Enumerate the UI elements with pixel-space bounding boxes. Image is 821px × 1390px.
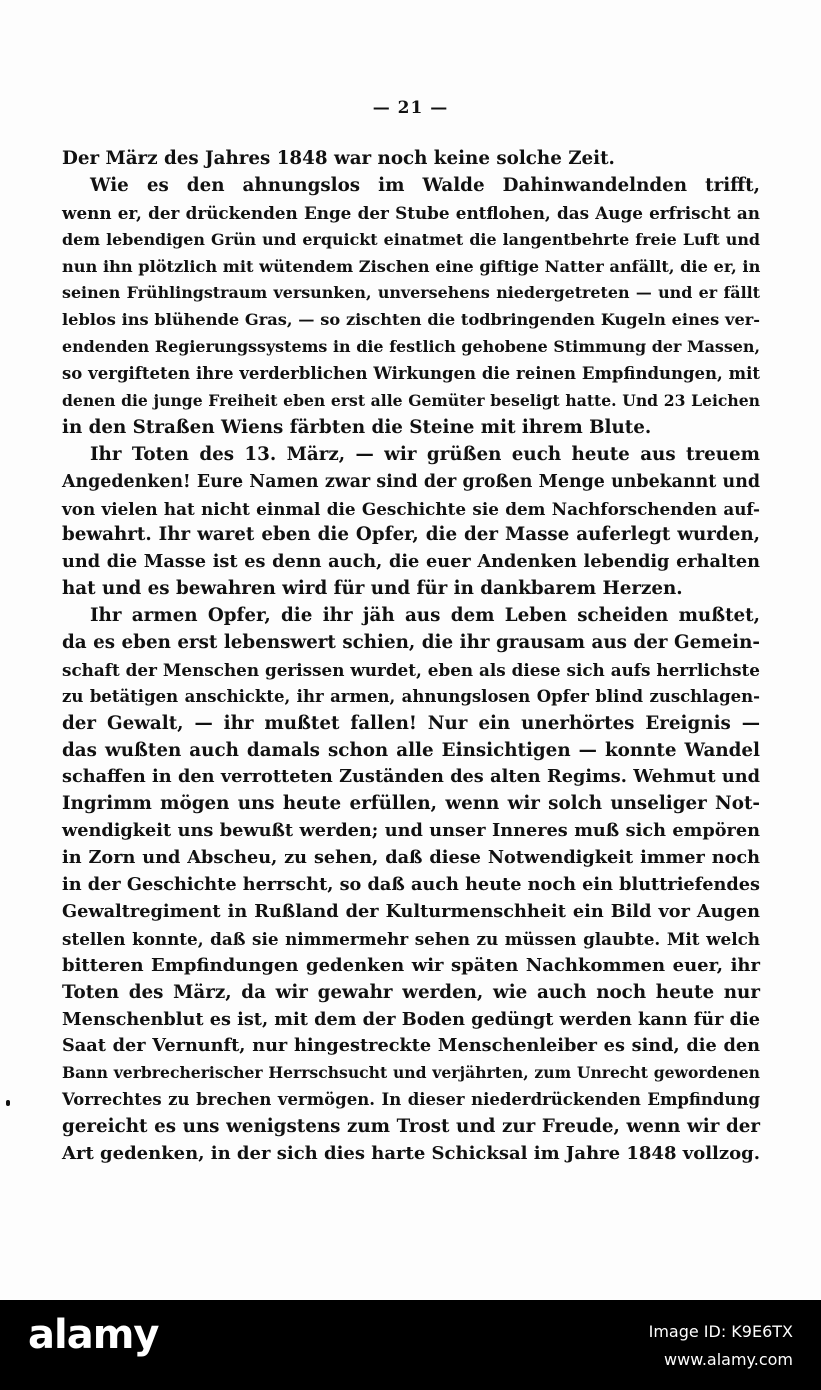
text-line: der Gewalt, — ihr mußtet fallen! Nur ein unerhörtes Ereignis — xyxy=(62,712,760,734)
text-line: Ingrimm mögen uns heute erfüllen, wenn wir solch unseliger Not- xyxy=(62,793,760,815)
text-line: Der März des Jahres 1848 war noch keine solche Zeit. xyxy=(62,148,615,169)
text-line: schaffen in den verrotteten Zuständen des alten Regims. Wehmut und xyxy=(62,766,760,788)
text-line: wenn er, der drückenden Enge der Stube entflohen, das Auge erfrischt an xyxy=(62,202,760,223)
text-line: Gewaltregiment in Rußland der Kulturmenschheit ein Bild vor Augen xyxy=(62,900,760,922)
text-line: Vorrechtes zu brechen vermögen. In dieser niederdrückenden Empfindung xyxy=(62,1090,760,1110)
text-line: wendigkeit uns bewußt werden; und unser Inneres muß sich empören xyxy=(62,820,760,842)
text-line: bewahrt. Ihr waret eben die Opfer, die der Masse auferlegt wurden, xyxy=(62,524,760,546)
text-line: gereicht es uns wenigstens zum Trost und zur Freude, wenn wir der xyxy=(62,1116,760,1138)
text-line: von vielen hat nicht einmal die Geschichte sie dem Nachforschenden auf- xyxy=(62,498,760,519)
text-line: da es eben erst lebenswert schien, die ihr grausam aus der Gemein- xyxy=(62,632,760,654)
text-line: Ihr Toten des 13. März, — wir grüßen euch heute aus treuem xyxy=(90,443,760,465)
watermark-banner xyxy=(0,1300,821,1390)
page-number: — 21 — xyxy=(372,98,449,118)
text-line: stellen konnte, daß sie nimmermehr sehen zu müssen glaubte. Mit welch xyxy=(62,928,760,949)
text-line: Angedenken! Eure Namen zwar sind der großen Menge unbekannt und xyxy=(62,471,760,492)
text-line: Wie es den ahnungslos im Walde Dahinwandelnden trifft, xyxy=(90,174,760,196)
text-line: und die Masse ist es denn auch, die euer Andenken lebendig erhalten xyxy=(62,551,760,573)
body-text xyxy=(62,146,760,1168)
site-url: www.alamy.com xyxy=(664,1350,793,1369)
text-line: Art gedenken, in der sich dies harte Schicksal im Jahre 1848 vollzog. xyxy=(62,1142,760,1164)
text-line: schaft der Menschen gerissen wurdet, eben als diese sich aufs herrlichste xyxy=(62,659,760,680)
text-line: in Zorn und Abscheu, zu sehen, daß diese Notwendigkeit immer noch xyxy=(62,847,760,869)
text-line: endenden Regierungssystems in die festlich gehobene Stimmung der Massen, xyxy=(62,337,760,357)
text-line: zu betätigen anschickte, ihr armen, ahnungslosen Opfer blind zuschlagen- xyxy=(62,686,760,706)
image-id-label: Image ID: K9E6TX xyxy=(648,1322,793,1341)
text-line: Menschenblut es ist, mit dem der Boden gedüngt werden kann für die xyxy=(62,1008,760,1030)
text-line: denen die junge Freiheit eben erst alle Gemüter beseligt hatte. Und 23 Leichen xyxy=(62,391,760,411)
text-line: Bann verbrecherischer Herrschsucht und verjährten, zum Unrecht gewordenen xyxy=(62,1063,760,1083)
text-line: leblos ins blühende Gras, — so zischten die todbringenden Kugeln eines ver- xyxy=(62,310,760,330)
text-line: bitteren Empfindungen gedenken wir späten Nachkommen euer, ihr xyxy=(62,954,760,976)
alamy-logo: alamy xyxy=(28,1312,159,1358)
text-line: in den Straßen Wiens färbten die Steine mit ihrem Blute. xyxy=(62,416,652,438)
text-line: hat und es bewahren wird für und für in dankbarem Herzen. xyxy=(62,578,683,600)
text-line: das wußten auch damals schon alle Einsichtigen — konnte Wandel xyxy=(62,739,760,761)
ink-speck xyxy=(6,1100,10,1106)
text-line: in der Geschichte herrscht, so daß auch heute noch ein bluttriefendes xyxy=(62,874,760,896)
text-line: nun ihn plötzlich mit wütendem Zischen eine giftige Natter anfällt, die er, in xyxy=(62,256,761,276)
text-line: so vergifteten ihre verderblichen Wirkungen die reinen Empfindungen, mit xyxy=(62,364,760,384)
text-line: Toten des März, da wir gewahr werden, wie auch noch heute nur xyxy=(62,981,760,1003)
text-line: dem lebendigen Grün und erquickt einatmet die langentbehrte freie Luft und xyxy=(62,229,760,249)
text-line: Ihr armen Opfer, die ihr jäh aus dem Leben scheiden mußtet, xyxy=(90,605,760,627)
text-line: seinen Frühlingstraum versunken, unversehens niedergetreten — und er fällt xyxy=(62,283,760,303)
text-line: Saat der Vernunft, nur hingestreckte Menschenleiber es sind, die den xyxy=(62,1035,760,1057)
